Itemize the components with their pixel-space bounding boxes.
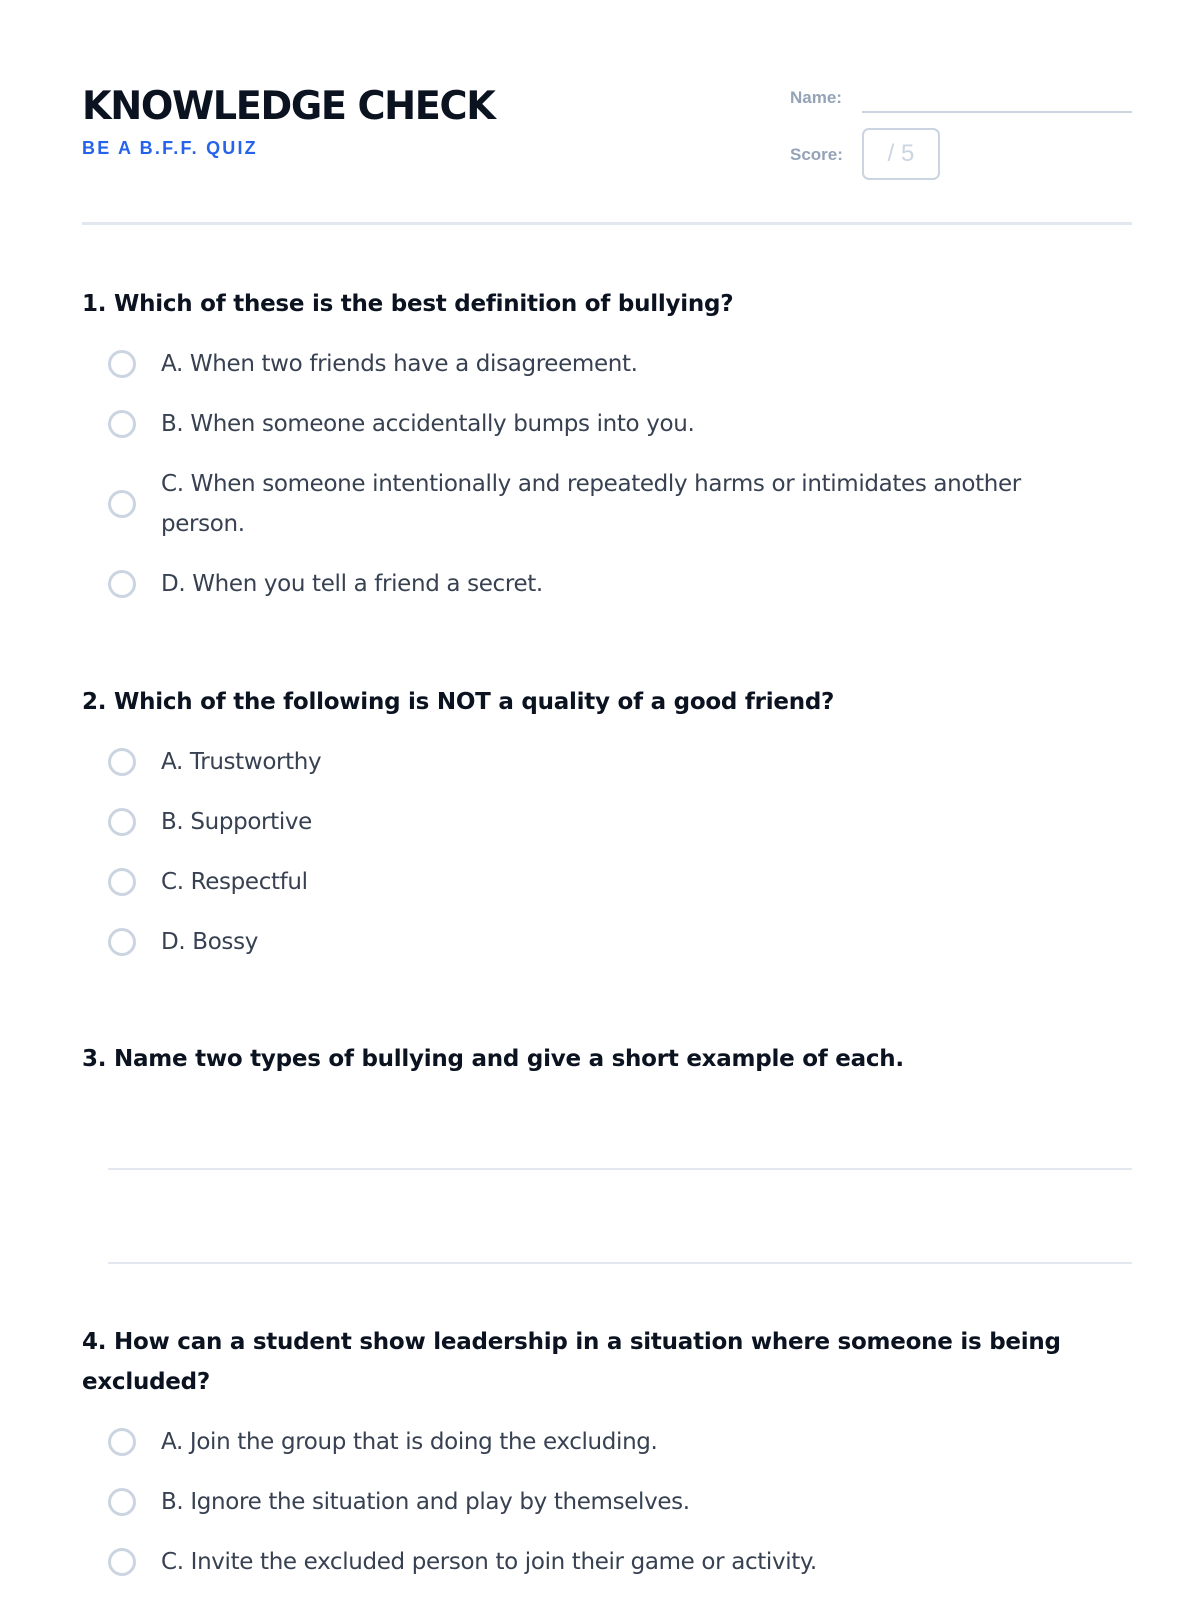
option-label: B. When someone accidentally bumps into you. xyxy=(161,411,695,437)
radio-button[interactable] xyxy=(108,1428,136,1456)
radio-button[interactable] xyxy=(108,1548,136,1576)
question-2 xyxy=(82,682,1132,982)
option-label: C. When someone intentionally and repeatedly harms or intimidates another person. xyxy=(161,471,1021,537)
answer-option-a[interactable] xyxy=(108,742,1132,782)
score-total: / 5 xyxy=(887,140,915,167)
question-options xyxy=(82,742,1132,962)
question-3 xyxy=(82,1039,1132,1079)
answer-option-b[interactable] xyxy=(108,802,1132,842)
radio-button[interactable] xyxy=(108,1488,136,1516)
question-text: 3. Name two types of bullying and give a short example of each. xyxy=(82,1046,904,1072)
radio-button[interactable] xyxy=(108,928,136,956)
answer-option-d[interactable] xyxy=(108,922,1132,962)
answer-option-a[interactable] xyxy=(108,1422,1132,1462)
option-label: C. Invite the excluded person to join their game or activity. xyxy=(161,1549,817,1575)
radio-button[interactable] xyxy=(108,410,136,438)
question-4 xyxy=(82,1322,1132,1602)
quiz-page xyxy=(82,0,1132,1600)
radio-button[interactable] xyxy=(108,350,136,378)
answer-line-1[interactable] xyxy=(108,1168,1132,1170)
quiz-header xyxy=(82,80,1132,220)
radio-button[interactable] xyxy=(108,808,136,836)
radio-button[interactable] xyxy=(108,570,136,598)
question-1 xyxy=(82,284,1132,624)
quiz-subtitle: BE A B.F.F. QUIZ xyxy=(82,138,258,158)
page-title: KNOWLEDGE CHECK xyxy=(82,84,495,129)
score-label: Score: xyxy=(790,145,843,164)
option-label: B. Ignore the situation and play by themselves. xyxy=(161,1489,690,1515)
radio-button[interactable] xyxy=(108,490,136,518)
answer-option-c[interactable] xyxy=(108,1542,1132,1582)
option-label: A. When two friends have a disagreement. xyxy=(161,351,638,377)
question-options xyxy=(82,1422,1132,1582)
question-options xyxy=(82,344,1132,604)
answer-option-a[interactable] xyxy=(108,344,1132,384)
question-text: 4. How can a student show leadership in a situation where someone is being excluded? xyxy=(82,1329,1061,1395)
answer-option-c[interactable] xyxy=(108,862,1132,902)
option-label: A. Trustworthy xyxy=(161,749,322,775)
answer-line-2[interactable] xyxy=(108,1262,1132,1264)
answer-option-b[interactable] xyxy=(108,1482,1132,1522)
name-label: Name: xyxy=(790,88,842,107)
answer-option-b[interactable] xyxy=(108,404,1132,444)
name-field[interactable] xyxy=(862,111,1132,113)
radio-button[interactable] xyxy=(108,868,136,896)
header-divider xyxy=(82,222,1132,225)
question-text: 1. Which of these is the best definition of bullying? xyxy=(82,291,734,317)
option-label: D. When you tell a friend a secret. xyxy=(161,571,543,597)
answer-option-d[interactable] xyxy=(108,564,1132,604)
score-box[interactable] xyxy=(862,128,940,180)
radio-button[interactable] xyxy=(108,748,136,776)
question-text: 2. Which of the following is NOT a quality of a good friend? xyxy=(82,689,835,715)
answer-option-c[interactable] xyxy=(108,464,1132,544)
option-label: C. Respectful xyxy=(161,869,308,895)
option-label: D. Bossy xyxy=(161,929,258,955)
option-label: A. Join the group that is doing the excluding. xyxy=(161,1429,658,1455)
option-label: B. Supportive xyxy=(161,809,312,835)
